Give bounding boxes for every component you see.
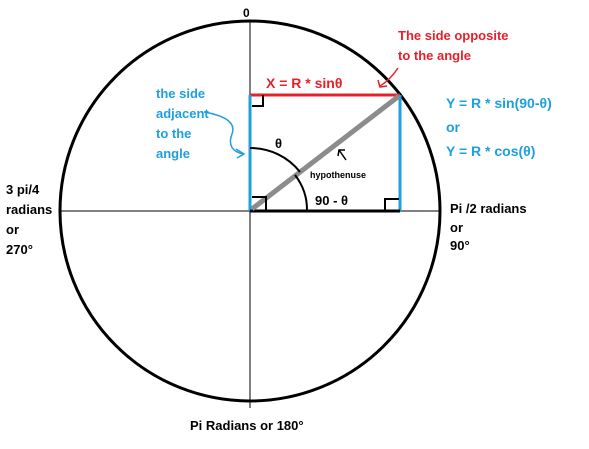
x-formula: X = R * sinθ bbox=[266, 75, 343, 91]
right-label-line2: or bbox=[450, 220, 463, 235]
right-angle-marker-top bbox=[252, 95, 263, 106]
opposite-note-line1: The side opposite bbox=[398, 28, 509, 43]
opposite-note-line2: to the angle bbox=[398, 48, 471, 63]
theta-arc bbox=[250, 148, 300, 172]
left-label-line4: 270° bbox=[6, 242, 33, 257]
left-label-line1: 3 pi/4 bbox=[6, 182, 40, 197]
y-formula-line3: Y = R * cos(θ) bbox=[446, 143, 536, 159]
left-label-line3: or bbox=[6, 222, 19, 237]
right-angle-marker-corner bbox=[385, 199, 399, 211]
hypotenuse-label: hypothenuse bbox=[310, 170, 367, 180]
adjacent-note-line3: to the bbox=[156, 126, 192, 141]
y-formula-line1: Y = R * sin(90-θ) bbox=[446, 95, 552, 111]
complement-arc bbox=[295, 175, 307, 211]
left-label-line2: radians bbox=[6, 202, 53, 217]
label-bottom: Pi Radians or 180° bbox=[190, 418, 304, 433]
label-top: 0 bbox=[243, 6, 250, 20]
hypotenuse-pointer bbox=[339, 150, 346, 160]
adjacent-note-line4: angle bbox=[156, 146, 190, 161]
adjacent-arrow bbox=[204, 112, 243, 154]
y-formula-line2: or bbox=[446, 119, 460, 135]
right-label-line1: Pi /2 radians bbox=[450, 201, 527, 216]
right-label-line3: 90° bbox=[450, 238, 470, 253]
complement-angle-label: 90 - θ bbox=[315, 193, 349, 208]
adjacent-note-line1: the side bbox=[156, 86, 206, 101]
adjacent-note-line2: adjacent bbox=[156, 106, 209, 121]
theta-label: θ bbox=[275, 136, 283, 151]
